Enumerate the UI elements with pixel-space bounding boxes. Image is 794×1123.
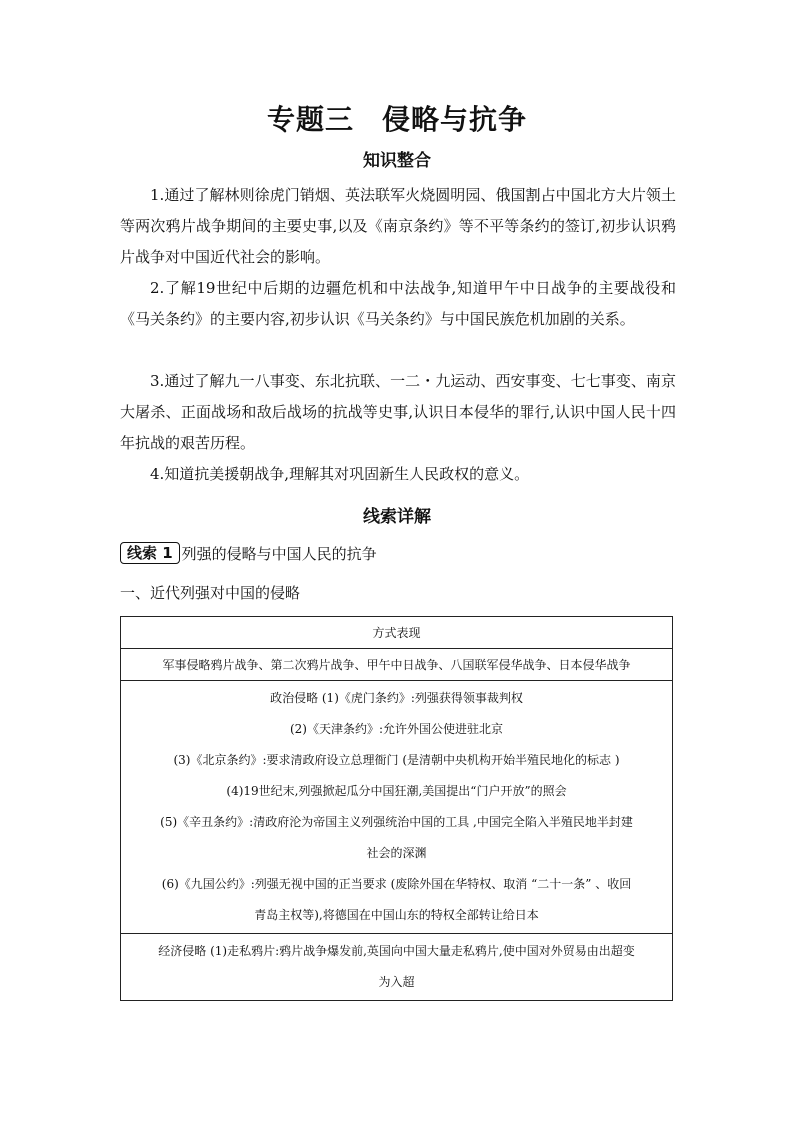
paragraph-1 <box>120 180 676 273</box>
title-part2: 侵略与抗争 <box>382 103 528 136</box>
political-line: 青岛主权等),将德国在中国山东的特权全部转让给日本 <box>254 908 539 922</box>
aggression-table <box>120 616 673 1001</box>
table-row <box>121 649 673 681</box>
table-header-cell: 方式表现 <box>121 617 673 649</box>
political-line: 社会的深渊 <box>366 846 427 860</box>
subsection-heading: 一、近代列强对中国的侵略 <box>120 584 301 602</box>
paragraph-2-text: 2.了解19世纪中后期的边疆危机和中法战争,知道甲午中日战争的主要战役和《马关条约》的主要内容,初步认识《马关条约》与中国民族危机加剧的关系。 <box>120 279 676 328</box>
military-cell: 军事侵略鸦片战争、第二次鸦片战争、甲午中日战争、八国联军侵华战争、日本侵华战争 <box>121 649 673 681</box>
title-part1: 专题三 <box>266 103 354 136</box>
political-cell <box>121 681 673 934</box>
political-line: (2)《天津条约》:允许外国公使进驻北京 <box>289 722 504 736</box>
political-line: (6)《九国公约》:列强无视中国的正当要求 (废除外国在华特权、取消 “二十一条” 、收回 <box>161 877 632 891</box>
political-line: (3)《北京条约》:要求清政府设立总理衙门 (是清朝中央机构开始半殖民地化的标志 ) <box>173 753 620 767</box>
paragraph-1-text: 1.通过了解林则徐虎门销烟、英法联军火烧圆明园、俄国割占中国北方大片领土等两次鸦片战争期间的主要史事,以及《南京条约》等不平等条约的签订,初步认识鸦片战争对中国近代社会的影响。 <box>120 186 676 266</box>
section-heading-knowledge: 知识整合 <box>363 151 431 171</box>
section-heading-clues: 线索详解 <box>363 507 431 527</box>
clue-heading <box>120 540 377 566</box>
paragraph-3 <box>120 366 676 459</box>
table-row <box>121 934 673 1001</box>
economic-line: 为入超 <box>378 975 415 989</box>
clue-badge: 线索 1 <box>120 542 180 564</box>
paragraph-3-text: 3.通过了解九一八事变、东北抗联、一二・九运动、西安事变、七七事变、南京大屠杀、正面战场和敌后战场的抗战等史事,认识日本侵华的罪行,认识中国人民十四年抗战的艰苦历程。 <box>120 372 676 452</box>
table-row <box>121 617 673 649</box>
economic-line: 经济侵略 (1)走私鸦片:鸦片战争爆发前,英国向中国大量走私鸦片,使中国对外贸易由出超变 <box>158 944 635 958</box>
paragraph-2 <box>120 273 676 335</box>
political-line: (5)《辛丑条约》:清政府沦为帝国主义列强统治中国的工具 ,中国完全陷入半殖民地半封建 <box>160 815 633 829</box>
table-row <box>121 681 673 934</box>
political-line: (4)19世纪末,列强掀起瓜分中国狂潮,美国提出“门户开放”的照会 <box>226 784 567 798</box>
paragraph-4-text: 4.知道抗美援朝战争,理解其对巩固新生人民政权的意义。 <box>150 465 530 483</box>
economic-cell <box>121 934 673 1001</box>
political-line: 政治侵略 (1)《虎门条约》:列强获得领事裁判权 <box>270 691 523 705</box>
clue-text: 列强的侵略与中国人民的抗争 <box>181 544 377 563</box>
page-title <box>0 98 794 138</box>
paragraph-4 <box>120 459 676 490</box>
